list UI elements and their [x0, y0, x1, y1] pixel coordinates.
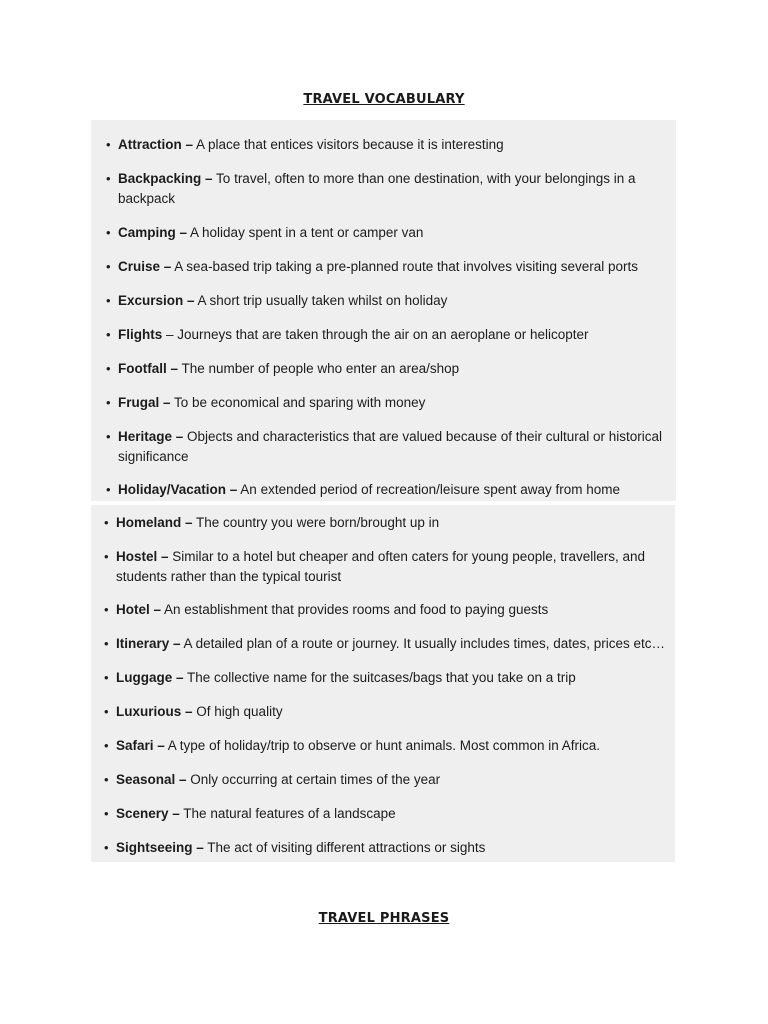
vocab-definition: An establishment that provides rooms and food to paying guests — [161, 602, 549, 617]
bullet-icon: • — [106, 395, 111, 410]
vocab-item — [104, 634, 668, 654]
bullet-icon: • — [104, 840, 109, 855]
vocab-term: Sightseeing – — [116, 840, 204, 855]
vocab-term: Homeland – — [116, 515, 193, 530]
vocab-item — [104, 600, 668, 620]
vocab-item — [106, 223, 670, 243]
vocab-term: Cruise – — [118, 259, 172, 274]
section-title-travel-phrases: TRAVEL PHRASES — [318, 911, 450, 926]
vocab-item — [104, 736, 668, 756]
vocab-item — [106, 169, 670, 209]
vocab-item — [104, 770, 668, 790]
vocab-item — [106, 427, 670, 467]
vocab-term: Footfall – — [118, 361, 178, 376]
vocab-definition: An extended period of recreation/leisure spent away from home — [237, 482, 621, 497]
bullet-icon: • — [104, 704, 109, 719]
vocab-definition: The country you were born/brought up in — [192, 515, 440, 530]
vocab-definition: Objects and characteristics that are valued because of their cultural or historical significance — [118, 429, 663, 464]
bullet-icon: • — [106, 327, 111, 342]
vocab-item — [104, 838, 668, 858]
vocab-definition: A short trip usually taken whilst on holiday — [194, 293, 448, 308]
bullet-icon: • — [106, 482, 111, 497]
vocab-term: Hostel – — [116, 549, 169, 564]
vocab-term: Attraction – — [118, 137, 194, 152]
vocab-term: Backpacking – — [118, 171, 213, 186]
vocab-item — [104, 547, 668, 587]
vocab-item — [106, 135, 670, 155]
vocab-term: Luggage – — [116, 670, 184, 685]
vocab-term: Hotel – — [116, 602, 162, 617]
vocab-term: Camping – — [118, 225, 188, 240]
bullet-icon: • — [106, 293, 111, 308]
vocab-term: Excursion – — [118, 293, 195, 308]
vocab-definition: The act of visiting different attractions or sights — [203, 840, 486, 855]
vocab-term: Flights — [118, 327, 163, 342]
vocab-definition: The collective name for the suitcases/bags that you take on a trip — [183, 670, 576, 685]
vocab-definition: To be economical and sparing with money — [170, 395, 426, 410]
bullet-icon: • — [106, 259, 111, 274]
bullet-icon: • — [104, 670, 109, 685]
bullet-icon: • — [106, 225, 111, 240]
vocab-item — [106, 393, 670, 413]
vocab-item — [106, 480, 670, 500]
vocab-definition: A holiday spent in a tent or camper van — [187, 225, 424, 240]
vocab-definition: The natural features of a landscape — [179, 806, 396, 821]
bullet-icon: • — [104, 515, 109, 530]
vocab-item — [106, 325, 670, 345]
vocab-definition: A sea-based trip taking a pre-planned route that involves visiting several ports — [171, 259, 639, 274]
bullet-icon: • — [104, 636, 109, 651]
vocabulary-panel-2 — [91, 505, 675, 862]
vocab-term: Holiday/Vacation – — [118, 482, 238, 497]
bullet-icon: • — [106, 137, 111, 152]
vocab-term: Scenery – — [116, 806, 180, 821]
bullet-icon: • — [106, 171, 111, 186]
vocab-item — [104, 702, 668, 722]
vocab-term: Luxurious – — [116, 704, 193, 719]
vocab-item — [104, 804, 668, 824]
vocab-item — [106, 257, 670, 277]
vocab-item — [104, 513, 668, 533]
vocab-item — [104, 668, 668, 688]
vocab-definition: The number of people who enter an area/shop — [178, 361, 460, 376]
bullet-icon: • — [104, 772, 109, 787]
vocab-definition: To travel, often to more than one destination, with your belongings in a backpack — [118, 171, 636, 206]
vocab-term: Itinerary – — [116, 636, 181, 651]
vocab-term: Frugal – — [118, 395, 171, 410]
page-title: TRAVEL VOCABULARY — [303, 92, 465, 107]
vocab-term: Safari – — [116, 738, 165, 753]
bullet-icon: • — [104, 738, 109, 753]
vocab-term: Heritage – — [118, 429, 184, 444]
vocab-definition: Of high quality — [192, 704, 283, 719]
vocab-item — [106, 291, 670, 311]
bullet-icon: • — [104, 602, 109, 617]
vocab-definition: Only occurring at certain times of the year — [186, 772, 441, 787]
vocab-definition: – Journeys that are taken through the air on an aeroplane or helicopter — [162, 327, 589, 342]
bullet-icon: • — [104, 806, 109, 821]
vocab-definition: A detailed plan of a route or journey. It usually includes times, dates, prices etc… — [180, 636, 666, 651]
vocab-definition: A type of holiday/trip to observe or hunt animals. Most common in Africa. — [164, 738, 600, 753]
vocab-term: Seasonal – — [116, 772, 187, 787]
vocab-definition: Similar to a hotel but cheaper and often caters for young people, travellers, and students rather than the typical tourist — [116, 549, 646, 584]
bullet-icon: • — [106, 429, 111, 444]
vocabulary-panel-1 — [91, 120, 676, 501]
vocab-definition: A place that entices visitors because it is interesting — [193, 137, 504, 152]
vocab-item — [106, 359, 670, 379]
bullet-icon: • — [106, 361, 111, 376]
bullet-icon: • — [104, 549, 109, 564]
